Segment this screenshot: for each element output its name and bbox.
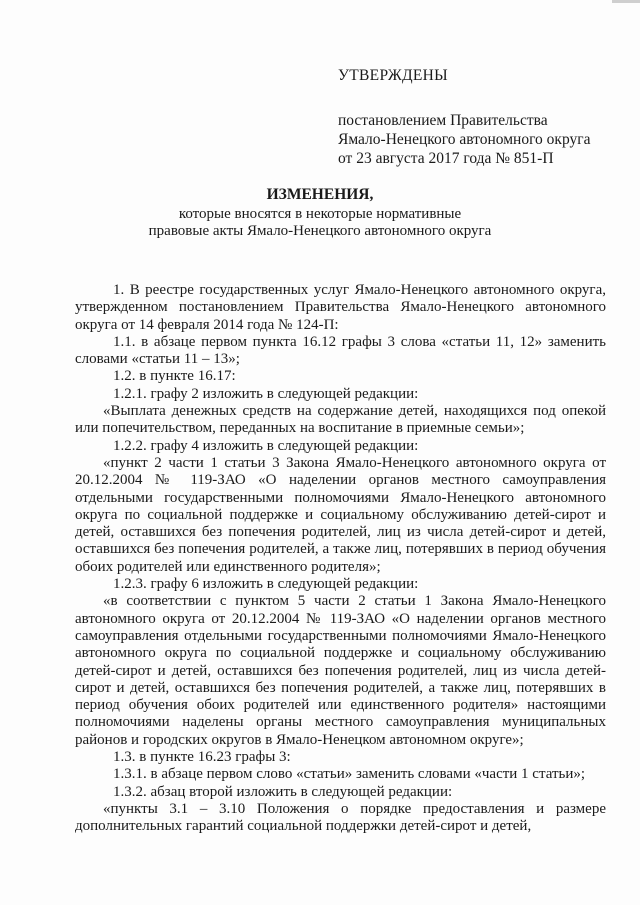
paragraph: 1.3.2. абзац второй изложить в следующей редакции: — [113, 783, 453, 800]
document-subtitle: правовые акты Ямало-Ненецкого автономного округа — [148, 223, 492, 239]
scan-mark — [612, 0, 640, 3]
document-subtitle: которые вносятся в некоторые нормативные — [178, 205, 462, 222]
approval-heading: УТВЕРЖДЕНЫ — [338, 67, 448, 84]
approval-block — [338, 66, 590, 168]
paragraph: 1.2.2. графу 4 изложить в следующей редакции: — [113, 437, 419, 454]
paragraph: 1.2. в пункте 16.17: — [113, 368, 236, 385]
approval-line: от 23 августа 2017 года № 851-П — [338, 150, 554, 167]
paragraph: 1.3.1. в абзаце первом слово «статьи» заменить словами «части 1 статьи»; — [113, 766, 586, 783]
paragraph: 1.1. в абзаце первом пункта 16.12 графы 3 слова «статьи 11, 12» заменить словами «статьи 11 – 13»; — [75, 333, 606, 368]
document-title: ИЗМЕНЕНИЯ, — [266, 186, 374, 203]
paragraph: 1.2.1. графу 2 изложить в следующей редакции: — [113, 385, 419, 402]
paragraph: «Выплата денежных средств на содержание детей, находящихся под опекой или попечительством, переданных на воспитание в приемные семьи»; — [75, 403, 606, 437]
paragraph: 1. В реестре государственных услуг Ямало-Ненецкого автономного округа, утвержденном постановлением Правительства Ямало-Ненецкого автономного округа от 14 февраля 2014 года № 124-П: — [75, 282, 606, 333]
approval-line: постановлением Правительства — [338, 112, 548, 129]
paragraph: «в соответствии с пунктом 5 части 2 статьи 1 Закона Ямало-Ненецкого автономного округа от 20.12.2004 № 119-ЗАО «О наделении органов местного самоуправления отдельными государственными полномочиями Ямало-Ненецкого автономного округа по социальной поддержке и социальному обслуживанию детей-сирот и детей, оставшихся без попечения родителей, лиц из числа детей-сирот и детей, оставшихся без попечения родителей, а также лиц, потерявших в период обучения обоих родителей или единственного родителя» настоящими полномочиями наделены органы местного самоуправления муниципальных районов и городских округов в Ямало-Ненецком автономном округе»; — [75, 593, 606, 748]
paragraph: 1.3. в пункте 16.23 графы 3: — [113, 749, 291, 766]
approval-line: Ямало-Ненецкого автономного округа — [338, 131, 591, 148]
paragraph: 1.2.3. графу 6 изложить в следующей редакции: — [113, 576, 419, 593]
paragraph: «пункты 3.1 – 3.10 Положения о порядке предоставления и размере дополнительных гарантий социальной поддержки детей-сирот и детей, — [75, 800, 606, 835]
document-title-block — [0, 186, 640, 241]
document-body — [75, 282, 606, 836]
paragraph: «пункт 2 части 1 статьи 3 Закона Ямало-Ненецкого автономного округа от 20.12.2004 № 119-ЗАО «О наделении органов местного самоуправления отдельными государственными полномочиями Ямало-Ненецкого автономного округа по социальной поддержке и социальному обслуживанию детей-сирот и детей, оставшихся без попечения родителей, лиц из числа детей-сирот и детей, оставшихся без попечения родителей, а также лиц, потерявших в период обучения обоих родителей или единственного родителя»; — [75, 454, 606, 575]
